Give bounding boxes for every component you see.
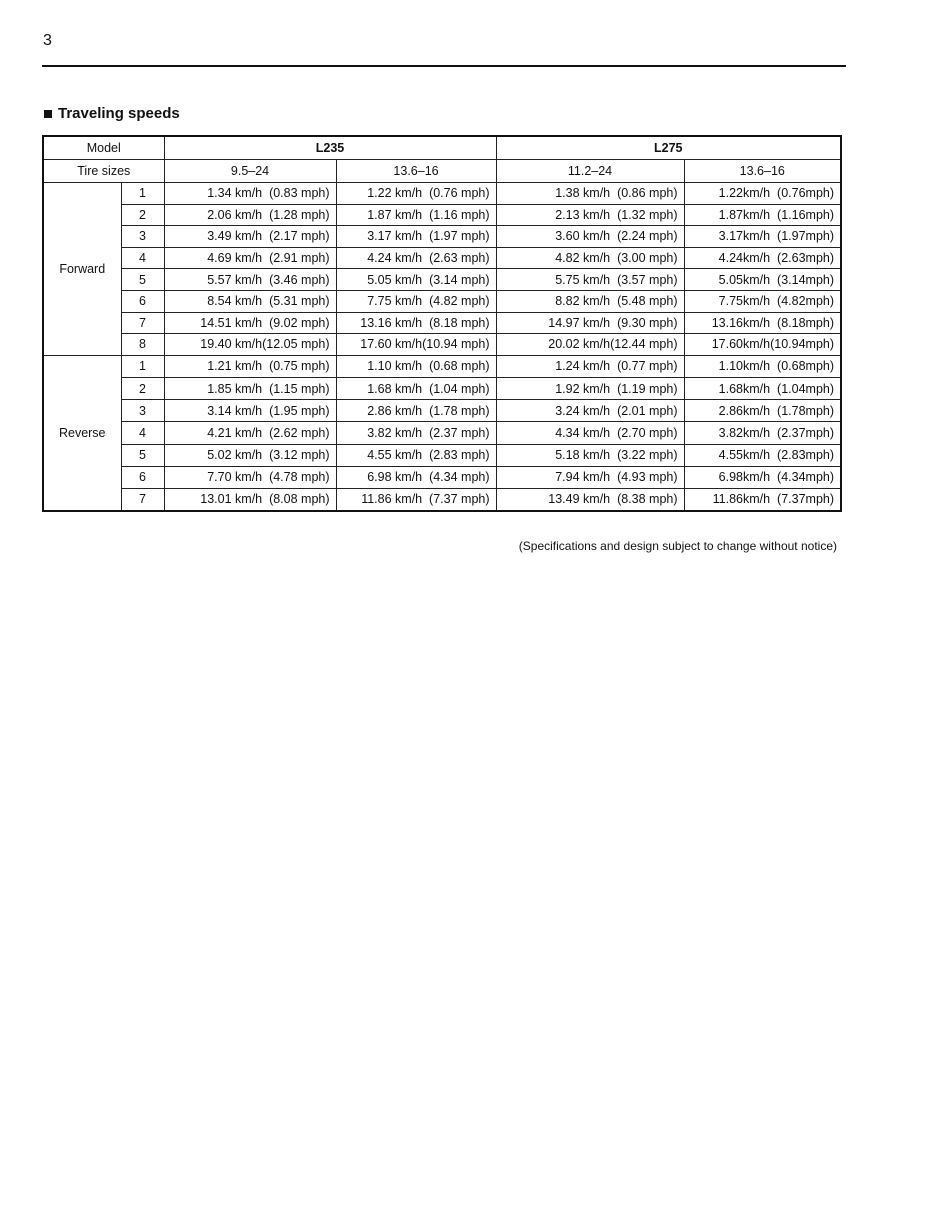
traveling-speeds-table (42, 135, 842, 512)
table-row (43, 422, 841, 444)
speed-cell: 4.55 km/h (2.83 mph) (336, 444, 496, 466)
speed-cell: 5.05 km/h (3.14 mph) (336, 269, 496, 291)
speed-cell: 1.87 km/h (1.16 mph) (336, 204, 496, 226)
speed-cell: 20.02 km/h(12.44 mph) (496, 334, 684, 356)
table-row (43, 466, 841, 488)
bullet-square-icon (44, 110, 52, 118)
speed-cell: 13.49 km/h (8.38 mph) (496, 488, 684, 511)
table-row (43, 204, 841, 226)
speed-cell: 5.18 km/h (3.22 mph) (496, 444, 684, 466)
speed-cell: 11.86 km/h (7.37 mph) (336, 488, 496, 511)
tire-sizes-label: Tire sizes (43, 160, 164, 183)
speed-cell: 1.92 km/h (1.19 mph) (496, 377, 684, 399)
gear-number: 4 (121, 422, 164, 444)
speed-cell: 1.22km/h (0.76mph) (684, 183, 841, 205)
gear-number: 7 (121, 488, 164, 511)
speed-cell: 4.34 km/h (2.70 mph) (496, 422, 684, 444)
table-row (43, 488, 841, 511)
gear-number: 7 (121, 312, 164, 334)
speed-cell: 3.82 km/h (2.37 mph) (336, 422, 496, 444)
footnote: (Specifications and design subject to change without notice) (518, 539, 837, 553)
gear-number: 6 (121, 466, 164, 488)
speed-cell: 1.21 km/h (0.75 mph) (164, 355, 336, 377)
speed-cell: 19.40 km/h(12.05 mph) (164, 334, 336, 356)
direction-label: Reverse (43, 355, 121, 511)
gear-number: 3 (121, 400, 164, 422)
table-row (43, 444, 841, 466)
speed-cell: 6.98km/h (4.34mph) (684, 466, 841, 488)
table-row (43, 312, 841, 334)
speed-cell: 4.24 km/h (2.63 mph) (336, 247, 496, 269)
speed-cell: 5.75 km/h (3.57 mph) (496, 269, 684, 291)
gear-number: 5 (121, 444, 164, 466)
speed-cell: 11.86km/h (7.37mph) (684, 488, 841, 511)
speed-cell: 4.21 km/h (2.62 mph) (164, 422, 336, 444)
speed-cell: 13.01 km/h (8.08 mph) (164, 488, 336, 511)
header-row-model (43, 136, 841, 160)
model-name: L235 (164, 136, 496, 160)
speed-cell: 2.86km/h (1.78mph) (684, 400, 841, 422)
speed-cell: 2.86 km/h (1.78 mph) (336, 400, 496, 422)
table-row (43, 269, 841, 291)
speed-cell: 14.51 km/h (9.02 mph) (164, 312, 336, 334)
speed-cell: 7.70 km/h (4.78 mph) (164, 466, 336, 488)
speed-cell: 1.10km/h (0.68mph) (684, 355, 841, 377)
speed-cell: 2.06 km/h (1.28 mph) (164, 204, 336, 226)
speed-cell: 14.97 km/h (9.30 mph) (496, 312, 684, 334)
speed-cell: 1.68 km/h (1.04 mph) (336, 377, 496, 399)
speed-cell: 13.16 km/h (8.18 mph) (336, 312, 496, 334)
speed-cell: 3.17 km/h (1.97 mph) (336, 226, 496, 248)
section-heading (44, 105, 180, 122)
page-number: 3 (43, 32, 52, 49)
tire-size: 11.2‒24 (496, 160, 684, 183)
table-row (43, 183, 841, 205)
speed-cell: 1.24 km/h (0.77 mph) (496, 355, 684, 377)
speed-cell: 1.34 km/h (0.83 mph) (164, 183, 336, 205)
speed-cell: 3.60 km/h (2.24 mph) (496, 226, 684, 248)
speed-cell: 4.24km/h (2.63mph) (684, 247, 841, 269)
speed-cell: 4.82 km/h (3.00 mph) (496, 247, 684, 269)
speed-cell: 13.16km/h (8.18mph) (684, 312, 841, 334)
table-row (43, 247, 841, 269)
speed-cell: 5.57 km/h (3.46 mph) (164, 269, 336, 291)
gear-number: 8 (121, 334, 164, 356)
speed-cell: 5.02 km/h (3.12 mph) (164, 444, 336, 466)
model-name: L275 (496, 136, 841, 160)
speed-cell: 3.49 km/h (2.17 mph) (164, 226, 336, 248)
speed-cell: 7.75 km/h (4.82 mph) (336, 290, 496, 312)
table-row (43, 400, 841, 422)
speed-cell: 8.82 km/h (5.48 mph) (496, 290, 684, 312)
speed-cell: 6.98 km/h (4.34 mph) (336, 466, 496, 488)
gear-number: 3 (121, 226, 164, 248)
gear-number: 2 (121, 377, 164, 399)
tire-size: 13.6‒16 (684, 160, 841, 183)
model-label: Model (43, 136, 164, 160)
speed-cell: 1.85 km/h (1.15 mph) (164, 377, 336, 399)
tire-size: 13.6‒16 (336, 160, 496, 183)
table-row (43, 226, 841, 248)
table-row (43, 290, 841, 312)
speed-cell: 3.24 km/h (2.01 mph) (496, 400, 684, 422)
speed-cell: 2.13 km/h (1.32 mph) (496, 204, 684, 226)
speed-cell: 7.94 km/h (4.93 mph) (496, 466, 684, 488)
section-title: Traveling speeds (58, 105, 180, 122)
direction-label: Forward (43, 183, 121, 356)
table-row (43, 377, 841, 399)
speed-cell: 4.55km/h (2.83mph) (684, 444, 841, 466)
speed-cell: 4.69 km/h (2.91 mph) (164, 247, 336, 269)
gear-number: 1 (121, 183, 164, 205)
gear-number: 1 (121, 355, 164, 377)
speed-cell: 3.14 km/h (1.95 mph) (164, 400, 336, 422)
speed-cell: 17.60 km/h(10.94 mph) (336, 334, 496, 356)
table-row (43, 334, 841, 356)
speed-cell: 1.22 km/h (0.76 mph) (336, 183, 496, 205)
speed-cell: 8.54 km/h (5.31 mph) (164, 290, 336, 312)
gear-number: 5 (121, 269, 164, 291)
header-row-tires (43, 160, 841, 183)
gear-number: 6 (121, 290, 164, 312)
gear-number: 2 (121, 204, 164, 226)
speed-cell: 1.38 km/h (0.86 mph) (496, 183, 684, 205)
table-row (43, 355, 841, 377)
speed-cell: 1.87km/h (1.16mph) (684, 204, 841, 226)
gear-number: 4 (121, 247, 164, 269)
speed-cell: 5.05km/h (3.14mph) (684, 269, 841, 291)
speed-cell: 3.82km/h (2.37mph) (684, 422, 841, 444)
speed-cell: 1.10 km/h (0.68 mph) (336, 355, 496, 377)
speed-cell: 17.60km/h(10.94mph) (684, 334, 841, 356)
speed-cell: 3.17km/h (1.97mph) (684, 226, 841, 248)
tire-size: 9.5‒24 (164, 160, 336, 183)
speed-cell: 1.68km/h (1.04mph) (684, 377, 841, 399)
speed-cell: 7.75km/h (4.82mph) (684, 290, 841, 312)
header-rule (42, 65, 846, 67)
